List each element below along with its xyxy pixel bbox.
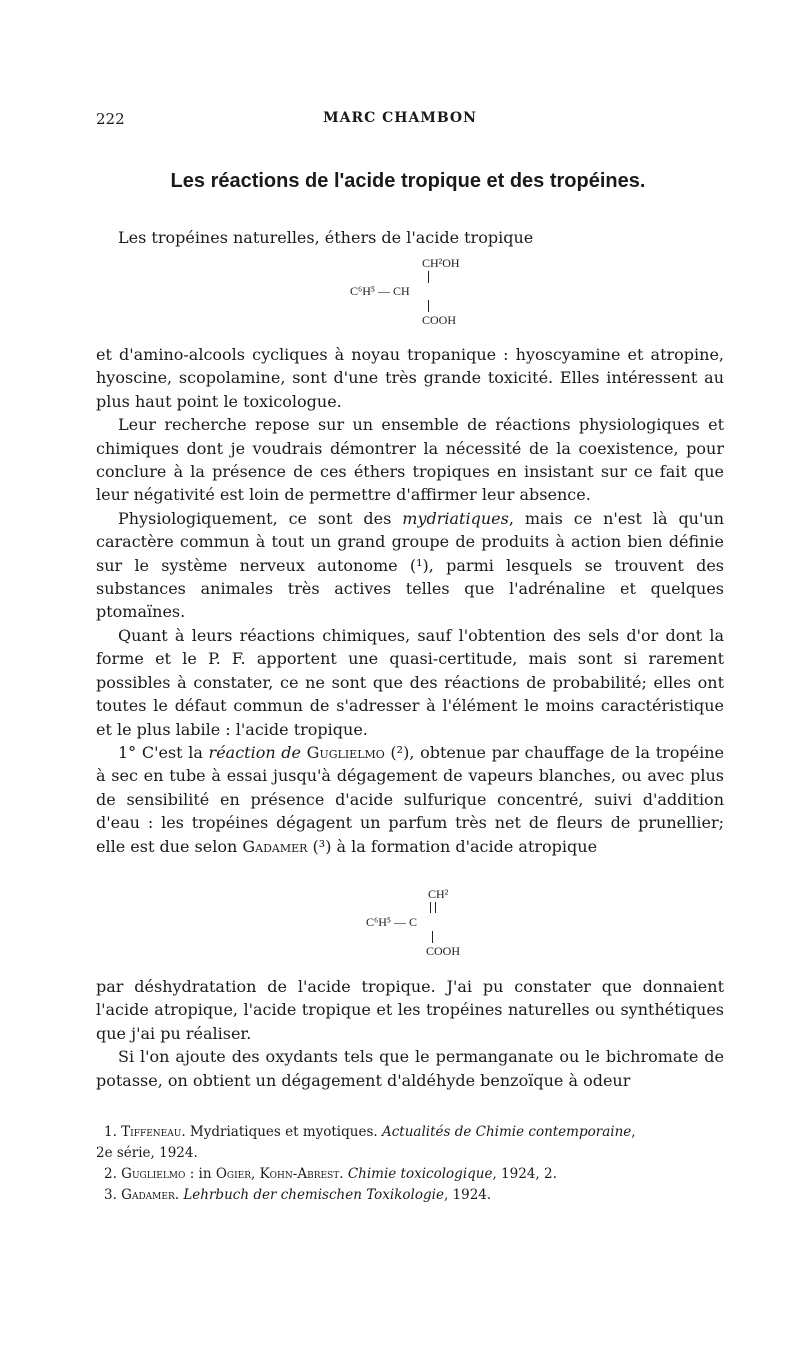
main-text-block-2 <box>96 975 724 1092</box>
intro-paragraph: Les tropéines naturelles, éthers de l'acide tropique <box>118 228 534 247</box>
formula-bottom-group: COOH <box>426 944 461 958</box>
section-title: Les réactions de l'acide tropique et des tropéines. <box>170 170 646 192</box>
footnote-author: Tiffeneau. <box>121 1124 186 1140</box>
double-bond <box>430 902 436 913</box>
footnote-text: : in <box>185 1166 216 1182</box>
paragraph <box>96 741 724 858</box>
tropic-acid-formula <box>350 256 510 336</box>
page-number: 222 <box>96 110 125 128</box>
footnote-title: Chimie toxicologique <box>347 1166 493 1182</box>
footnote-3 <box>96 1185 724 1206</box>
paragraph: Si l'on ajoute des oxydants tels que le permanganate ou le bichromate de potasse, on obtient un dégagement d'aldéhyde benzoïque à odeur <box>96 1047 724 1090</box>
footnote-text: Mydriatiques et myotiques. <box>185 1124 382 1140</box>
footnote-number: 1. <box>104 1124 122 1140</box>
footnote-2 <box>96 1164 724 1185</box>
footnote-text: , <box>631 1124 636 1140</box>
footnote-text: , 1924. <box>443 1187 492 1203</box>
footnote-number: 2. <box>104 1166 122 1182</box>
italic-term: mydriatiques <box>402 508 509 528</box>
footnote-author: Guglielmo <box>121 1166 186 1182</box>
intro-line <box>96 226 724 249</box>
bond-line <box>432 931 433 943</box>
footnote-author: Gadamer. <box>121 1187 180 1203</box>
bond-line <box>428 300 429 312</box>
text-run: (²), obtenue par chauffage de la tropéine à sec en tube à essai jusqu'à dégagement de vapeurs blanches, ou avec plus de sensibilité en présence d'acide sulfurique concentré, suivi d'addition d'eau : les tropéines dégagent un parfum très net de fleurs de prunellier; elle est due selon <box>96 742 725 856</box>
author-name: Guglielmo <box>306 742 385 762</box>
footnote-author: Ogier, Kohn-Abrest. <box>215 1166 344 1182</box>
paragraph <box>96 507 724 624</box>
italic-term: réaction de <box>208 742 302 762</box>
footnote-text: , 1924, 2. <box>492 1166 557 1182</box>
footnote-1-continuation: 2e série, 1924. <box>96 1145 198 1161</box>
footnote-number: 3. <box>104 1187 122 1203</box>
formula-top-group: CH²OH <box>422 256 460 270</box>
text-run: (³) à la formation d'acide atropique <box>307 836 598 856</box>
main-text-block-1 <box>96 343 724 858</box>
formula-main-chain: C⁶H⁵ — CH <box>350 284 410 298</box>
paragraph: Leur recherche repose sur un ensemble de réactions physiologiques et chimiques dont je voudrais démontrer la nécessité de la coexistence, pour conclure à la présence de ces éthers tropiques en insistant sur ce fait que leur négativité est loin de permettre d'affirmer leur absence. <box>96 415 724 505</box>
footnote-title: Lehrbuch der chemischen Toxikologie <box>183 1187 444 1203</box>
running-title: MARC CHAMBON <box>323 110 477 126</box>
formula-main-chain: C⁶H⁵ — C <box>366 915 418 929</box>
text-run: 1° C'est la <box>118 742 209 762</box>
formula-top-group: CH² <box>428 887 449 901</box>
atropic-acid-formula <box>366 887 486 967</box>
bond-line <box>428 271 429 283</box>
paragraph: et d'amino-alcools cycliques à noyau tropanique : hyoscyamine et atropine, hyoscine, scopolamine, sont d'une très grande toxicité. Elles intéressent au plus haut point le toxicologue. <box>96 345 724 411</box>
formula-bottom-group: COOH <box>422 313 457 327</box>
text-run: Physiologiquement, ce sont des <box>118 508 403 528</box>
footnote-title: Actualités de Chimie contemporaine <box>381 1124 632 1140</box>
footnote-1 <box>96 1122 724 1143</box>
author-name: Gadamer <box>242 836 308 856</box>
text-run: , mais ce n'est là qu'un caractère commun à tout un grand groupe de produits à action bien définie sur le système nerveux autonome (¹), parmi lesquels se trouvent des substances animales très actives telles que l'adrénaline et quelques ptomaïnes. <box>96 508 724 622</box>
running-header <box>96 110 704 134</box>
paragraph: par déshydratation de l'acide tropique. J'ai pu constater que donnaient l'acide atropique, l'acide tropique et les tropéines naturelles ou synthétiques que j'ai pu réaliser. <box>96 977 724 1043</box>
footnotes <box>96 1122 724 1206</box>
paragraph: Quant à leurs réactions chimiques, sauf l'obtention des sels d'or dont la forme et le P. F. apportent une quasi-certitude, mais sont si rarement possibles à constater, ce ne sont que des réactions de probabilité; elles ont toutes le défaut commun de s'adresser à l'élément le moins caractéristique et le plus labile : l'acide tropique. <box>96 625 724 739</box>
